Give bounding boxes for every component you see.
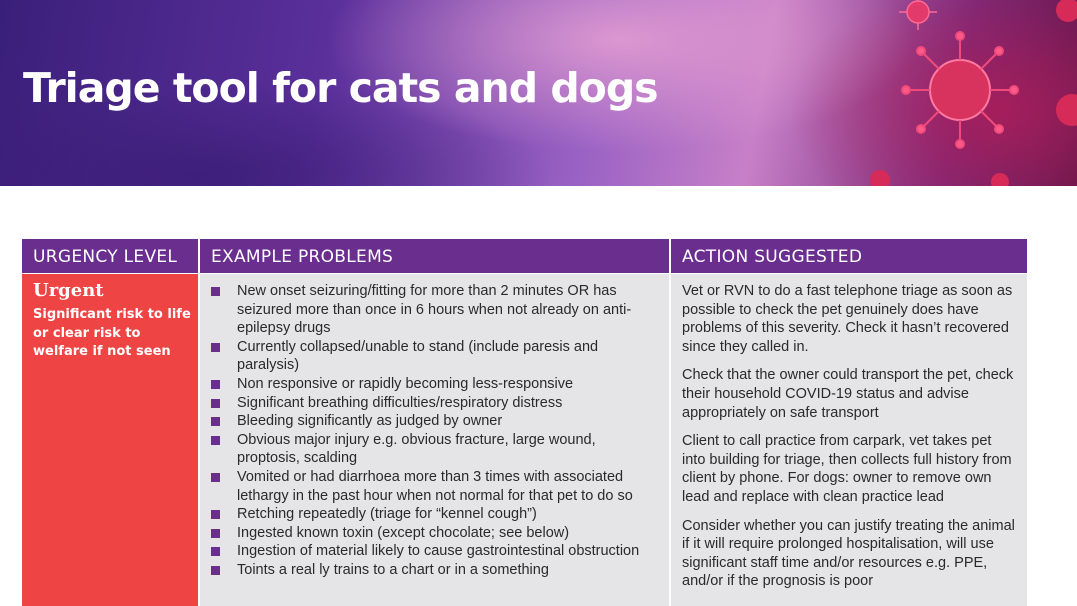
small-virus-icon xyxy=(899,0,937,30)
action-paragraph: Consider whether you can justify treating the animal if it will require prolonged hospitalisation, will use significant staff time and/or resources e.g. PPE, and/or if the prognosis is poor xyxy=(682,517,1015,590)
problems-header: EXAMPLE PROBLEMS xyxy=(200,239,669,273)
list-item: Toints a real ly trains to a chart or in a something xyxy=(200,561,657,580)
list-item: Significant breathing difficulties/respiratory distress xyxy=(200,394,657,413)
list-item: Ingested known toxin (except chocolate; see below) xyxy=(200,524,657,543)
triage-table xyxy=(22,239,1027,606)
list-item: Retching repeatedly (triage for “kennel cough”) xyxy=(200,505,657,524)
list-item: Vomited or had diarrhoea more than 3 times with associated lethargy in the past hour when not normal for that pet to do so xyxy=(200,468,657,505)
square-bullet-icon xyxy=(211,343,220,352)
action-header: ACTION SUGGESTED xyxy=(671,239,1027,273)
list-item: Bleeding significantly as judged by owner xyxy=(200,412,657,431)
square-bullet-icon xyxy=(211,436,220,445)
urgency-column xyxy=(22,239,198,606)
list-item: Currently collapsed/unable to stand (include paresis and paralysis) xyxy=(200,338,657,375)
square-bullet-icon xyxy=(211,380,220,389)
list-item: Ingestion of material likely to cause gastrointestinal obstruction xyxy=(200,542,657,561)
header-banner xyxy=(0,0,1077,186)
square-bullet-icon xyxy=(211,287,220,296)
action-paragraph: Vet or RVN to do a fast telephone triage as soon as possible to check the pet genuinely does have problems of this severity. Check it hasn’t recovered since they called in. xyxy=(682,283,1013,355)
urgency-level-description: Significant risk to life or clear risk to welfare if not seen xyxy=(33,307,191,359)
action-paragraph: Client to call practice from carpark, vet takes pet into building for triage, then collects full history from client by phone. For dogs: owner to remove own lead and replace with clean practice lead xyxy=(682,433,1012,505)
problems-list xyxy=(200,274,669,580)
square-bullet-icon xyxy=(211,529,220,538)
square-bullet-icon xyxy=(211,510,220,519)
problems-cell xyxy=(200,274,669,606)
square-bullet-icon xyxy=(211,547,220,556)
square-bullet-icon xyxy=(211,473,220,482)
urgency-header: URGENCY LEVEL xyxy=(22,239,198,273)
action-column xyxy=(671,239,1027,606)
square-bullet-icon xyxy=(211,399,220,408)
action-paragraph: Check that the owner could transport the pet, check their household COVID-19 status and advise appropriately on safe transport xyxy=(682,367,1014,421)
problems-column xyxy=(200,239,669,606)
list-item: Non responsive or rapidly becoming less-responsive xyxy=(200,375,657,394)
large-virus-icon xyxy=(902,32,1018,148)
action-list xyxy=(671,274,1027,591)
urgency-cell xyxy=(22,274,198,606)
list-item: New onset seizuring/fitting for more than 2 minutes OR has seizured more than once in 6 hours when not already on anti-epilepsy drugs xyxy=(200,282,657,338)
page-title: Triage tool for cats and dogs xyxy=(23,64,658,112)
list-item: Obvious major injury e.g. obvious fracture, large wound, proptosis, scalding xyxy=(200,431,657,468)
square-bullet-icon xyxy=(211,566,220,575)
square-bullet-icon xyxy=(211,417,220,426)
action-cell xyxy=(671,274,1027,606)
urgency-level-title: Urgent xyxy=(33,280,104,301)
